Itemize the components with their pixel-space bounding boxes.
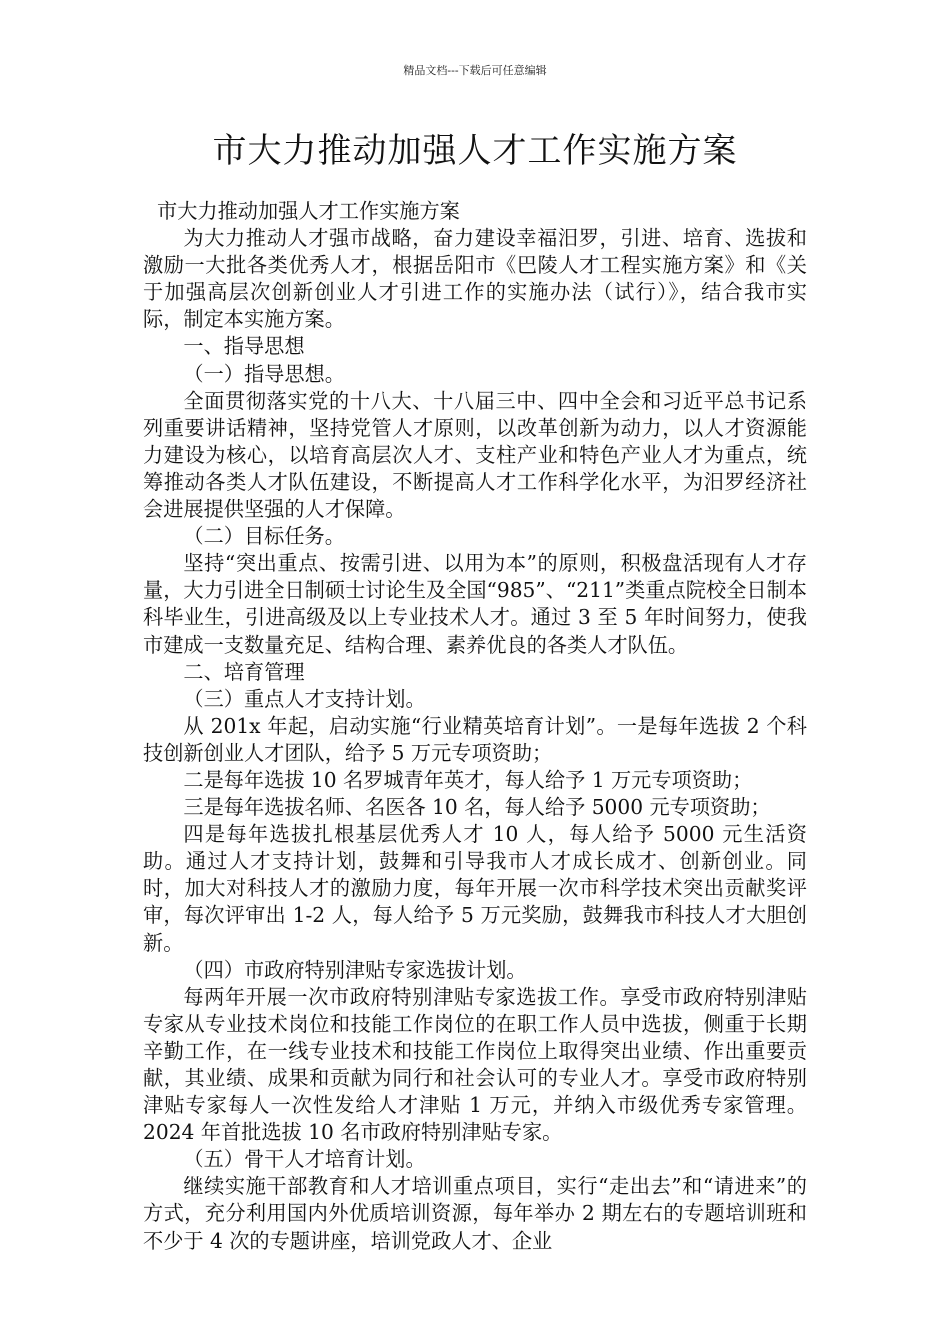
paragraph-intro: 为大力推动人才强市战略，奋力建设幸福汨罗，引进、培育、选拔和激励一大批各类优秀人才，根据岳阳市《巴陵人才工程实施方案》和《关于加强高层次创新创业人才引进工作的实施办法（试行）》，结合我市实际，制定本实施方案。 xyxy=(143,226,807,332)
document-subtitle: 市大力推动加强人才工作实施方案 xyxy=(157,199,460,223)
subsection-heading-1: （一）指导思想。 xyxy=(183,361,345,386)
subsection-heading-2: （二）目标任务。 xyxy=(183,524,345,549)
section-heading-guiding-ideology: 一、指导思想 xyxy=(183,334,305,359)
subsection-heading-5: （五）骨干人才培育计划。 xyxy=(183,1147,426,1172)
document-title: 市大力推动加强人才工作实施方案 xyxy=(212,131,738,171)
paragraph-talent-plan-1: 从 201x 年起，启动实施“行业精英培育计划”。一是每年选拔 2 个科技创新创业人才团队，给予 5 万元专项资助； xyxy=(143,713,807,765)
paragraph-guiding-ideology: 全面贯彻落实党的十八大、十八届三中、四中全会和习近平总书记系列重要讲话精神，坚持党管人才原则，以改革创新为动力，以人才资源能力建设为核心，以培育高层次人才、支柱产业和特色产业人才为重点，统筹推动各类人才队伍建设，不断提高人才工作科学化水平，为汨罗经济社会进展提供坚强的人才保障。 xyxy=(143,388,807,522)
paragraph-special-allowance: 每两年开展一次市政府特别津贴专家选拔工作。享受市政府特别津贴专家从专业技术岗位和技能工作岗位的在职工作人员中选拔，侧重于长期辛勤工作，在一线专业技术和技能工作岗位上取得突出业绩、作出重要贡献，其业绩、成果和贡献为同行和社会认可的专业人才。享受市政府特别津贴专家每人一次性发给人才津贴 1 万元，并纳入市级优秀专家管理。2024 年首批选拔 10 名市政府特别津贴专家。 xyxy=(143,984,807,1145)
paragraph-talent-plan-4: 四是每年选拔扎根基层优秀人才 10 人，每人给予 5000 元生活资助。通过人才支持计划，鼓舞和引导我市人才成长成才、创新创业。同时，加大对科技人才的激励力度，每年开展一次市科学技术突出贡献奖评审，每次评审出 1-2 人，每人给予 5 万元奖励，鼓舞我市科技人才大胆创新。 xyxy=(143,822,807,955)
document-body xyxy=(143,198,807,1255)
subsection-heading-3: （三）重点人才支持计划。 xyxy=(183,686,426,711)
subsection-heading-4: （四）市政府特别津贴专家选拔计划。 xyxy=(183,957,527,982)
paragraph-talent-plan-2: 二是每年选拔 10 名罗城青年英才，每人给予 1 万元专项资助； xyxy=(183,767,753,792)
paragraph-talent-plan-3: 三是每年选拔名师、名医各 10 名，每人给予 5000 元专项资助； xyxy=(183,795,771,820)
page-header-watermark: 精品文档---下载后可任意编辑 xyxy=(403,64,547,77)
section-heading-cultivation: 二、培育管理 xyxy=(183,659,305,684)
paragraph-goals: 坚持“突出重点、按需引进、以用为本”的原则，积极盘活现有人才存量，大力引进全日制硕士讨论生及全国“985”、“211”类重点院校全日制本科毕业生，引进高级及以上专业技术人才。通过 3 至 5 年时间努力，使我市建成一支数量充足、结构合理、素养优良的各类人才队伍。 xyxy=(143,551,807,657)
paragraph-backbone-training: 继续实施干部教育和人才培训重点项目，实行“走出去”和“请进来”的方式，充分利用国内外优质培训资源，每年举办 2 期左右的专题培训班和不少于 4 次的专题讲座，培训党政人才、企业 xyxy=(143,1174,807,1253)
